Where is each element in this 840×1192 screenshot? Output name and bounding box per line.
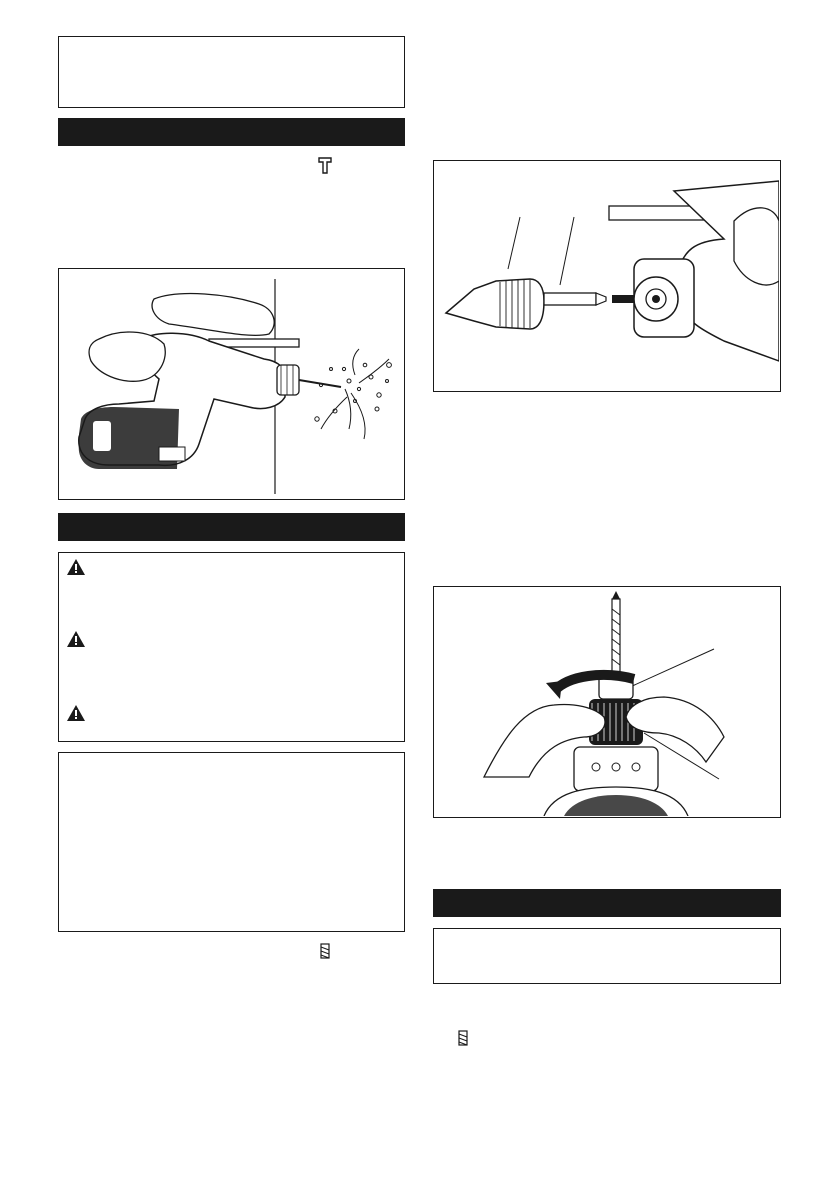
warning-box	[58, 552, 405, 742]
notice-box	[58, 752, 405, 932]
warning-triangle-icon	[67, 705, 85, 721]
figure-hammer-drilling	[58, 268, 405, 500]
section-header-right	[433, 889, 781, 917]
figure-chuck-adapter	[433, 160, 781, 392]
note-box-right	[433, 928, 781, 984]
drill-icon	[318, 943, 332, 959]
figure-chuck-tightening	[433, 586, 781, 818]
warning-triangle-icon	[67, 631, 85, 647]
section-header-hammer-drilling	[58, 118, 405, 146]
note-box-top	[58, 36, 405, 108]
drill-icon	[456, 1030, 470, 1046]
warning-triangle-icon	[67, 559, 85, 575]
section-header-drilling	[58, 513, 405, 541]
hammer-icon	[318, 156, 332, 174]
